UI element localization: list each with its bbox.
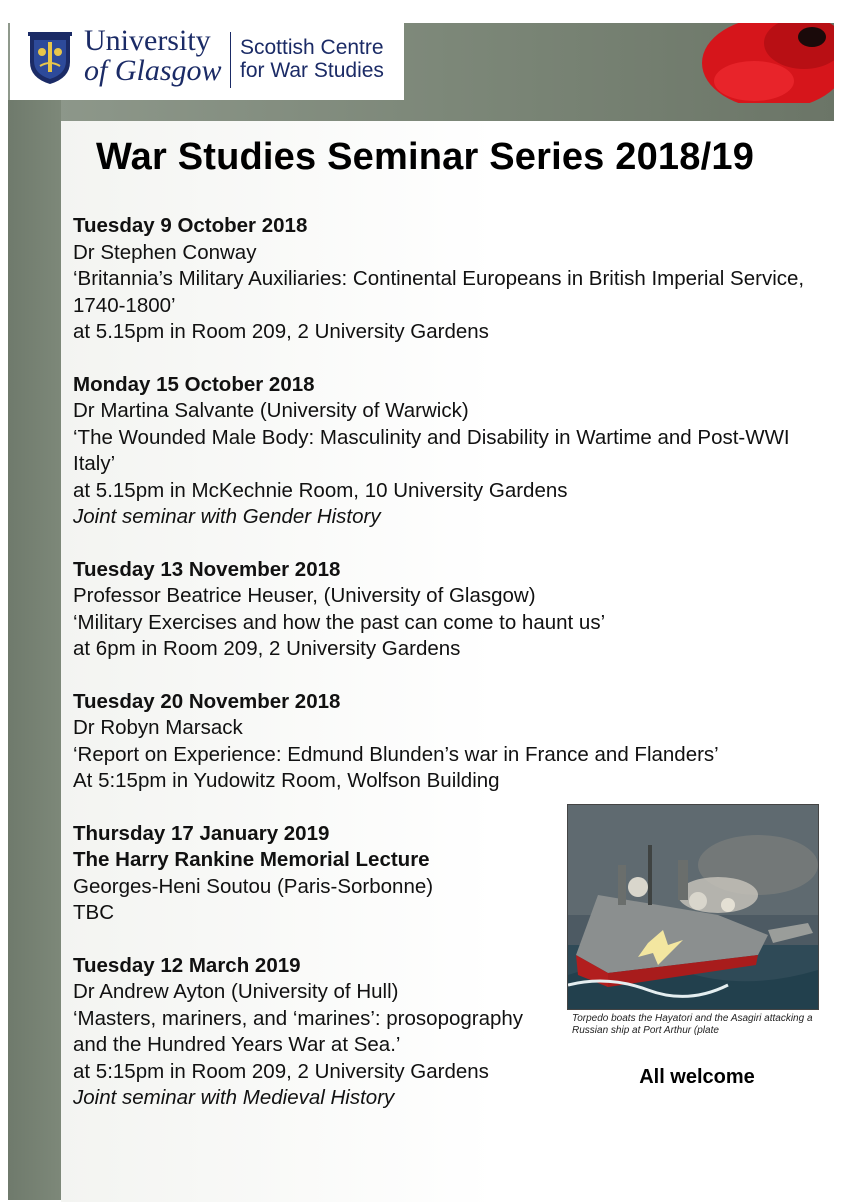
event-venue: At 5:15pm in Yudowitz Room, Wolfson Building — [73, 769, 500, 792]
university-name — [84, 26, 222, 86]
event-title: TBC — [73, 901, 114, 924]
event-speaker: Dr Martina Salvante (University of Warwick) — [73, 399, 469, 422]
left-sidebar-band — [8, 100, 61, 1200]
event-date: Tuesday 12 March 2019 — [73, 953, 301, 977]
event-speaker: Professor Beatrice Heuser, (University of Glasgow) — [73, 584, 536, 607]
seminar-event — [73, 953, 553, 1112]
event-subtitle: The Harry Rankine Memorial Lecture — [73, 848, 430, 871]
event-title: ‘Military Exercises and how the past can come to haunt us’ — [73, 610, 606, 634]
crest-icon — [28, 32, 72, 86]
event-title: ‘The Wounded Male Body: Masculinity and Disability in Wartime and Post-WWI Italy’ — [73, 425, 790, 475]
event-speaker: Dr Andrew Ayton (University of Hull) — [73, 980, 399, 1003]
event-speaker: Dr Stephen Conway — [73, 240, 257, 264]
event-title: ‘Report on Experience: Edmund Blunden’s war in France and Flanders’ — [73, 742, 719, 766]
event-speaker: Georges-Heni Soutou (Paris-Sorbonne) — [73, 874, 434, 898]
seminar-event — [73, 213, 813, 346]
logo-divider — [230, 32, 231, 88]
centre-name-line2: for War Studies — [240, 59, 384, 83]
university-name-line1: University — [84, 24, 211, 57]
university-name-line2: of Glasgow — [84, 54, 222, 87]
event-note: Joint seminar with Medieval History — [73, 1086, 395, 1109]
seminar-event — [73, 557, 813, 663]
event-date: Tuesday 9 October 2018 — [73, 214, 308, 237]
event-venue: at 5:15pm in Room 209, 2 University Gardens — [73, 1059, 489, 1083]
event-note: Joint seminar with Gender History — [73, 505, 381, 528]
event-venue: at 5.15pm in McKechnie Room, 10 University Gardens — [73, 478, 568, 502]
battleship-painting — [567, 804, 819, 1010]
centre-name-line1: Scottish Centre — [240, 36, 384, 59]
seminar-event — [73, 372, 813, 531]
event-date: Monday 15 October 2018 — [73, 372, 315, 396]
event-date: Tuesday 13 November 2018 — [73, 557, 341, 581]
seminar-event — [73, 821, 553, 927]
poppy-image — [694, 23, 834, 103]
event-date: Tuesday 20 November 2018 — [73, 689, 341, 713]
picture-caption: Torpedo boats the Hayatori and the Asagiri attacking a Russian ship at Port Arthur (plate — [572, 1013, 813, 1036]
event-speaker: Dr Robyn Marsack — [73, 716, 243, 739]
centre-name — [240, 36, 384, 82]
university-logo — [10, 14, 404, 100]
event-title: ‘Britannia’s Military Auxiliaries: Continental Europeans in British Imperial Service, 1740-1800’ — [73, 267, 805, 317]
page-title: War Studies Seminar Series 2018/19 — [95, 136, 755, 178]
event-date: Thursday 17 January 2019 — [73, 821, 330, 845]
seminar-event — [73, 689, 813, 795]
event-title: ‘Masters, mariners, and ‘marines’: prosopography and the Hundred Years War at Sea.’ — [73, 1006, 524, 1056]
event-venue: at 5.15pm in Room 209, 2 University Gardens — [73, 320, 489, 343]
all-welcome-text: All welcome — [639, 1066, 755, 1088]
event-venue: at 6pm in Room 209, 2 University Gardens — [73, 637, 461, 660]
